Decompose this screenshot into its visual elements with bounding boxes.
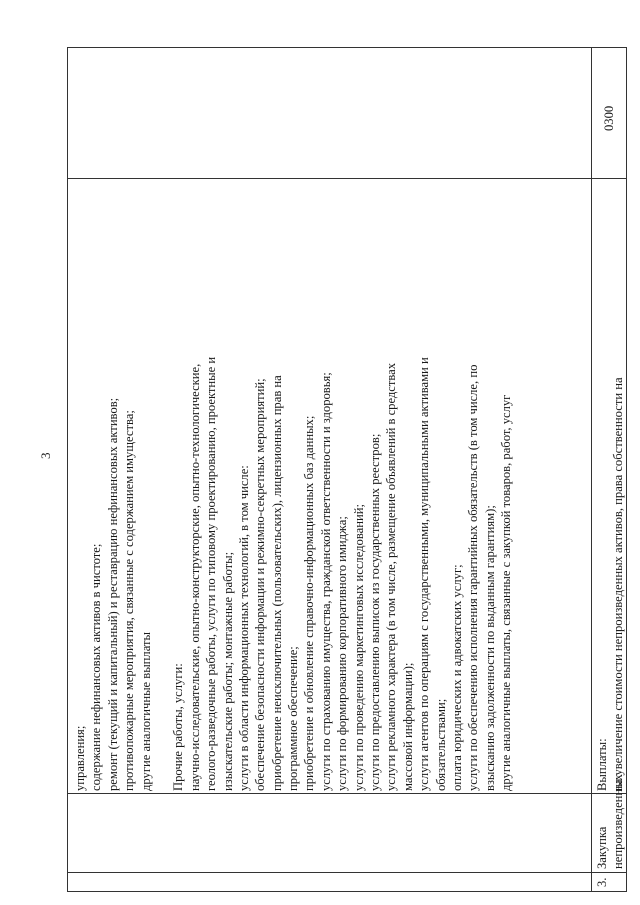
- text-line: Закупка: [595, 826, 609, 869]
- text-line: на увеличение стоимости непроизведенных активов, права собственности на: [611, 377, 626, 791]
- continued-description: [72, 357, 515, 791]
- text-line: другие аналогичные выплаты: [138, 632, 153, 791]
- row-divider: [591, 48, 592, 891]
- row-description: [594, 377, 627, 791]
- budget-table: [67, 47, 627, 892]
- page-number: 3: [38, 452, 53, 459]
- text-line: взысканию задолженности по выданным гарантиям);: [482, 505, 497, 791]
- column-divider: [68, 872, 626, 873]
- text-line: услуги по формированию корпоративного имиджа;: [335, 516, 350, 791]
- text-line: приобретение и обновление справочно-информационных баз данных;: [302, 415, 317, 791]
- text-line: другие аналогичные выплаты, связанные с закупкой товаров, работ, услуг: [499, 394, 514, 791]
- text-line: услуги по проведению маркетинговых исследований;: [351, 504, 366, 791]
- text-line: услуги по страхованию имущества, гражданской ответственности и здоровья;: [318, 372, 333, 791]
- text-line: услуги рекламного характера (в том числе, размещение объявлений в средствах: [384, 362, 399, 791]
- row-code: 0300: [602, 105, 616, 131]
- text-line: обеспечение безопасности информации и режимно-секретных мероприятий;: [253, 378, 268, 791]
- text-line: содержание нефинансовых активов в чистоте;: [89, 543, 104, 791]
- text-line: услуги в области информационных технологий, в том числе:: [236, 465, 251, 791]
- text-line: услуги по предоставлению выписок из государственных реестров;: [368, 433, 383, 791]
- text-line: приобретение неисключительных (пользовательских), лицензионных прав на: [269, 375, 284, 791]
- text-line: услуги по обеспечению исполнения гарантийных обязательств (в том числе, по: [466, 364, 481, 791]
- text-line: услуги агентов по операциям с государственными, муниципальными активами и: [417, 357, 432, 791]
- text-line: обязательствами;: [433, 698, 448, 791]
- text-line: противопожарные мероприятия, связанные с содержанием имущества;: [122, 410, 137, 791]
- text-line: непроизведенных: [611, 774, 626, 869]
- text-line: геолого-разведочные работы, услуги по типовому проектированию, проектные и: [204, 356, 219, 791]
- text-line: массовой информации);: [400, 662, 415, 791]
- text-line: оплата юридических и адвокатских услуг;: [449, 564, 464, 791]
- text-line: ремонт (текущий и капитальный) и реставрацию нефинансовых активов;: [105, 397, 120, 791]
- text-line: изыскательские работы; монтажные работы;: [220, 551, 235, 791]
- text-line: Выплаты:: [595, 738, 609, 791]
- column-divider: [68, 178, 626, 179]
- row-number: 3.: [595, 877, 609, 887]
- spacer: [154, 357, 170, 791]
- text-line: управления;: [73, 725, 87, 791]
- text-line: программное обеспечение;: [286, 646, 301, 791]
- text-line: Прочие работы, услуги:: [171, 663, 186, 791]
- text-line: научно-исследовательские, опытно-конструкторские, опытно-технологические,: [187, 363, 202, 791]
- column-divider: [68, 793, 626, 794]
